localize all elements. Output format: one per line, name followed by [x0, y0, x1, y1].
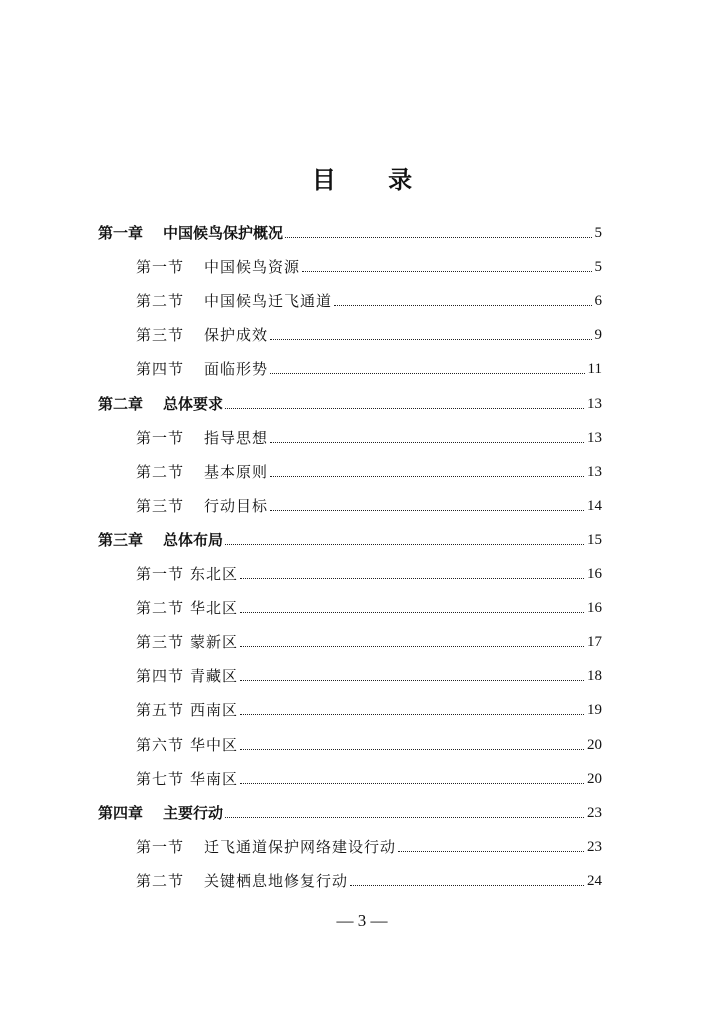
dot-leader: [240, 748, 584, 750]
toc-entry-heading: 中国候鸟资源: [204, 258, 301, 277]
dot-leader: [240, 679, 584, 681]
toc-entry-label: 第一章: [98, 224, 144, 242]
toc-entry-label: 第七节: [136, 769, 185, 788]
dot-leader: [270, 338, 591, 340]
toc-section-entry[interactable]: [136, 490, 602, 516]
toc-entry-label: 第三章: [98, 530, 144, 549]
toc-section-entry[interactable]: [136, 422, 602, 448]
toc-entry-page-number: 13: [587, 463, 602, 480]
dot-leader: [240, 713, 584, 715]
toc-entry-label: 第四节: [136, 667, 185, 686]
toc-section-entry[interactable]: [136, 763, 602, 789]
dot-leader: [240, 611, 584, 613]
toc-chapter-entry[interactable]: [98, 388, 602, 414]
dot-leader: [334, 304, 591, 306]
toc-entry-page-number: 13: [587, 429, 602, 446]
toc-entry-label: 第一节: [136, 837, 185, 856]
toc-entry-label: 第四节: [136, 360, 185, 379]
toc-section-entry[interactable]: [136, 251, 602, 277]
toc-entry-page-number: 5: [594, 225, 602, 241]
dot-leader: [350, 884, 584, 886]
toc-entry-page-number: 23: [587, 804, 602, 821]
toc-entry-heading: 保护成效: [204, 326, 269, 345]
toc-entry-heading: 西南区: [190, 701, 239, 720]
dot-leader: [270, 509, 584, 511]
toc-chapter-entry[interactable]: [98, 217, 602, 243]
toc-entry-page-number: 20: [587, 736, 602, 753]
toc-entry-page-number: 15: [587, 531, 602, 548]
toc-section-entry[interactable]: [136, 456, 602, 482]
toc-entry-page-number: 13: [587, 395, 602, 412]
toc-entry-heading: 中国候鸟保护概况: [163, 224, 284, 242]
toc-entry-page-number: 14: [587, 497, 602, 514]
dot-leader: [302, 270, 591, 272]
toc-section-entry[interactable]: [136, 831, 602, 857]
toc-entry-heading: 主要行动: [163, 803, 224, 822]
toc-entry-page-number: 16: [587, 566, 602, 582]
toc-entry-page-number: 9: [594, 327, 602, 344]
toc-entry-page-number: 5: [594, 259, 602, 276]
toc-entry-page-number: 16: [587, 600, 602, 617]
toc-entry-label: 第三节: [136, 496, 185, 515]
toc-chapter-entry[interactable]: [98, 524, 602, 550]
toc-entry-page-number: 18: [587, 668, 602, 685]
toc-section-entry[interactable]: [136, 865, 602, 891]
toc-entry-label: 第六节: [136, 735, 185, 754]
toc-section-entry[interactable]: [136, 626, 602, 652]
dot-leader: [225, 407, 584, 409]
toc-entry-label: 第五节: [136, 701, 185, 720]
toc-entry-heading: 行动目标: [204, 496, 269, 515]
toc-entry-heading: 华南区: [190, 769, 239, 788]
toc-section-entry[interactable]: [136, 660, 602, 686]
toc-entry-label: 第二节: [136, 462, 185, 481]
toc-entry-heading: 青藏区: [190, 667, 239, 686]
toc-entry-label: 第二节: [136, 292, 185, 311]
dot-leader: [225, 543, 584, 545]
toc-section-entry[interactable]: [136, 694, 602, 720]
toc-entry-heading: 总体要求: [163, 394, 224, 413]
toc-entry-page-number: 20: [587, 770, 602, 787]
toc-entry-page-number: 17: [587, 634, 602, 651]
dot-leader: [240, 577, 584, 579]
toc-entry-heading: 指导思想: [204, 428, 269, 447]
toc-chapter-entry[interactable]: [98, 797, 602, 823]
toc-entry-heading: 蒙新区: [190, 633, 239, 652]
toc-section-entry[interactable]: [136, 592, 602, 618]
toc-entry-page-number: 11: [587, 361, 602, 378]
toc-entry-label: 第一节: [136, 428, 185, 447]
toc-entry-page-number: 19: [587, 702, 602, 719]
toc-entry-page-number: 24: [587, 872, 602, 889]
toc-entry-heading: 华中区: [190, 735, 239, 754]
dot-leader: [270, 441, 584, 443]
dot-leader: [270, 372, 585, 374]
toc-entry-heading: 中国候鸟迁飞通道: [204, 292, 333, 311]
toc-section-entry[interactable]: [136, 319, 602, 345]
toc-entry-label: 第二节: [136, 599, 185, 618]
toc-entry-heading: 总体布局: [163, 530, 224, 549]
page-title: 目 录: [311, 165, 435, 194]
toc-entry-label: 第一节: [136, 258, 185, 277]
toc-section-entry[interactable]: [136, 558, 602, 584]
toc-entry-heading: 东北区: [190, 565, 239, 583]
toc-entry-heading: 华北区: [190, 599, 239, 618]
toc-entry-heading: 迁飞通道保护网络建设行动: [204, 837, 397, 856]
toc-section-entry[interactable]: [136, 729, 602, 755]
toc-section-entry[interactable]: [136, 353, 602, 379]
dot-leader: [285, 236, 591, 238]
dot-leader: [240, 782, 584, 784]
toc-entry-label: 第三节: [136, 633, 185, 652]
toc-entry-heading: 关键栖息地修复行动: [204, 871, 349, 890]
toc-entry-label: 第一节: [136, 565, 185, 583]
toc-entry-page-number: 23: [587, 838, 602, 855]
dot-leader: [398, 850, 584, 852]
toc-section-entry[interactable]: [136, 285, 602, 311]
toc-entry-label: 第二节: [136, 871, 185, 890]
toc-entry-heading: 基本原则: [204, 462, 269, 481]
toc-entry-page-number: 6: [594, 293, 602, 310]
toc-entry-label: 第四章: [98, 803, 144, 822]
toc-entry-heading: 面临形势: [204, 360, 269, 379]
dot-leader: [225, 816, 584, 818]
toc-entry-label: 第二章: [98, 394, 144, 413]
page-number-footer: — 3 —: [336, 911, 388, 930]
toc-entry-label: 第三节: [136, 326, 185, 345]
dot-leader: [240, 645, 584, 647]
dot-leader: [270, 475, 584, 477]
